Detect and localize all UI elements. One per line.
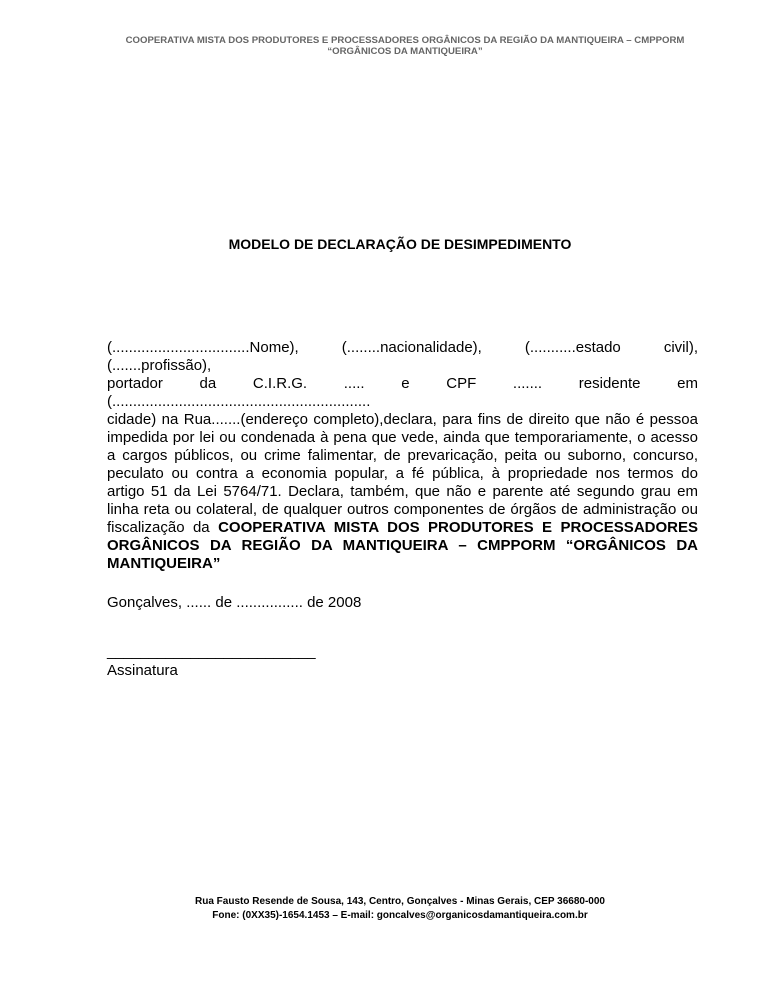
body-line: (.................................Nome), (........nacionalidade), (...........estado civil), <box>107 339 698 356</box>
document-title: MODELO DE DECLARAÇÃO DE DESIMPEDIMENTO <box>228 236 572 252</box>
footer <box>0 895 768 923</box>
cooperative-name-end: MANTIQUEIRA” <box>107 555 221 572</box>
footer-address: Rua Fausto Resende de Sousa, 143, Centro, Gonçalves - Minas Gerais, CEP 36680-000 <box>195 896 605 907</box>
body-line: impedida por lei ou condenada à pena que vede, ainda que temporariamente, o acesso <box>107 429 698 446</box>
body-line: cidade) na Rua.......(endereço completo),declara, para fins de direito que não é pessoa <box>107 411 698 428</box>
footer-contact: Fone: (0XX35)-1654.1453 – E-mail: goncalves@organicosdamantiqueira.com.br <box>212 910 588 921</box>
signature-line: _________________________ <box>107 643 316 660</box>
cooperative-name-cont: ORGÂNICOS DA REGIÃO DA MANTIQUEIRA – CMPPORM “ORGÂNICOS DA <box>107 537 698 554</box>
body-line <box>107 555 698 573</box>
body-line: portador da C.I.R.G. ..... e CPF ....... residente em <box>107 375 698 392</box>
body-line: (.............................................................. <box>107 393 371 410</box>
declaration-body <box>107 339 698 573</box>
signature-label: Assinatura <box>107 662 178 679</box>
cooperative-name: COOPERATIVA MISTA DOS PRODUTORES E PROCESSADORES <box>218 519 698 536</box>
letterhead-line-2: “ORGÂNICOS DA MANTIQUEIRA” <box>327 46 483 57</box>
letterhead-line-1: COOPERATIVA MISTA DOS PRODUTORES E PROCESSADORES ORGÂNICOS DA REGIÃO DA MANTIQUEIRA – CMPPORM <box>125 35 685 46</box>
body-line: linha reta ou colateral, de qualquer outros componentes de órgãos de administração ou <box>107 501 698 518</box>
body-line: a cargos públicos, ou crime falimentar, de prevaricação, peita ou suborno, concurso, <box>107 447 698 464</box>
letterhead <box>0 35 768 57</box>
body-line: artigo 51 da Lei 5764/71. Declara, também, que não e parente até segundo grau em <box>107 483 698 500</box>
body-line <box>107 537 698 555</box>
date-line: Gonçalves, ...... de ................ de 2008 <box>107 594 362 611</box>
body-line <box>107 519 698 537</box>
body-line: (.......profissão), <box>107 357 212 374</box>
body-line: peculato ou contra a economia popular, a fé pública, à propriedade nos termos do <box>107 465 698 482</box>
body-text: fiscalização da <box>107 519 219 536</box>
